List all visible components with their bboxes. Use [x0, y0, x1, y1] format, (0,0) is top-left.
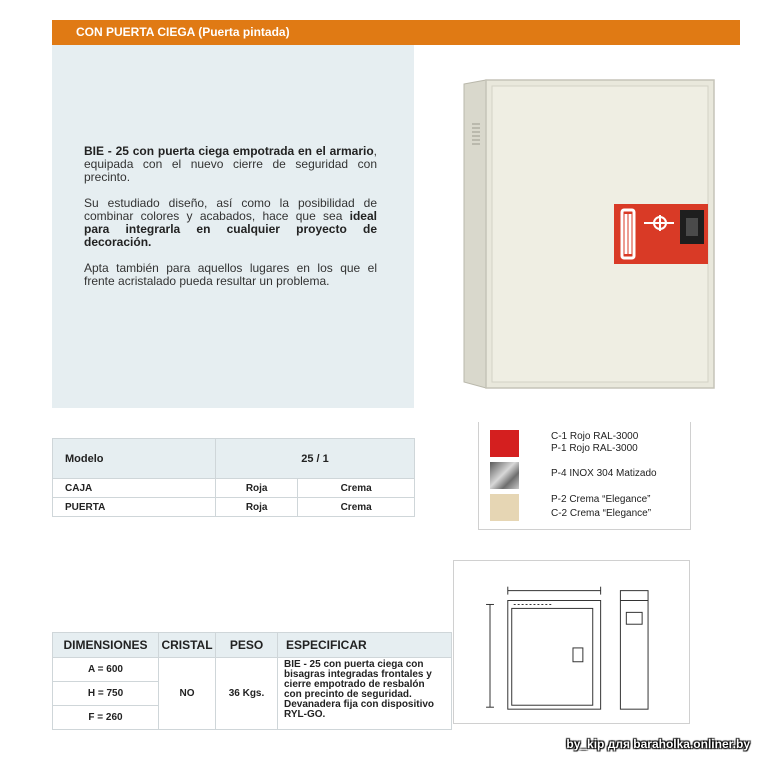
- intro-panel: [52, 45, 414, 408]
- intro-p1-rest: , equipada con el nuevo cierre de seguridad con precinto.: [84, 144, 377, 184]
- section-header-bar: [52, 20, 740, 45]
- dimension-f: F = 260: [53, 706, 159, 730]
- header-cristal: CRISTAL: [159, 633, 216, 658]
- section-title: CON PUERTA CIEGA (Puerta pintada): [76, 25, 290, 39]
- technical-drawing: [453, 560, 690, 724]
- header-dimensiones: DIMENSIONES: [53, 633, 159, 658]
- model-header-label: Modelo: [53, 439, 216, 479]
- intro-p2-start: Su estudiado diseño, así como la posibilidad de combinar colores y acabados, hace que sea: [84, 196, 377, 223]
- spec-text: BIE - 25 con puerta ciega con bisagras integradas frontales y cierre empotrado de resbalón con precinto de seguridad. Devanadera fija con dispositivo RYL-GO.: [278, 658, 452, 730]
- crema-swatch: [490, 494, 519, 521]
- table-row: [53, 658, 452, 682]
- watermark: by_kip для baraholka.onliner.by: [566, 737, 750, 751]
- color-options-box: [478, 422, 691, 530]
- dimension-h: H = 750: [53, 682, 159, 706]
- crema-color-line-1: P-2 Crema “Elegance”: [551, 494, 651, 505]
- dimension-a: A = 600: [53, 658, 159, 682]
- header-peso: PESO: [216, 633, 278, 658]
- table-row: [53, 479, 415, 498]
- red-color-line-2: P-1 Rojo RAL-3000: [551, 443, 638, 454]
- intro-p2-bold: ideal para integrarla en cualquier proyecto de decoración.: [84, 209, 377, 249]
- intro-paragraph-1: [84, 145, 377, 184]
- inox-color-line: P-4 INOX 304 Matizado: [551, 468, 657, 479]
- table-row: [53, 498, 415, 517]
- model-header-value: 25 / 1: [216, 439, 415, 479]
- row-cell: Roja: [216, 479, 298, 498]
- intro-p1-bold: BIE - 25 con puerta ciega empotrada en el armario: [84, 144, 374, 158]
- inox-swatch: [490, 462, 519, 489]
- row-label: CAJA: [53, 479, 216, 498]
- intro-paragraph-3: Apta también para aquellos lugares en los que el frente acristalado pueda resultar un problema.: [84, 261, 377, 288]
- dimensions-table: [52, 632, 452, 730]
- red-swatch: [490, 430, 519, 457]
- row-cell: Crema: [298, 479, 415, 498]
- intro-text: [84, 145, 377, 301]
- crema-color-line-2: C-2 Crema “Elegance”: [551, 508, 652, 519]
- cabinet-product-image: [460, 76, 718, 394]
- row-cell: Roja: [216, 498, 298, 517]
- row-cell: Crema: [298, 498, 415, 517]
- red-color-line-1: C-1 Rojo RAL-3000: [551, 431, 639, 442]
- row-label: PUERTA: [53, 498, 216, 517]
- peso-value: 36 Kgs.: [216, 658, 278, 730]
- model-table: [52, 438, 415, 517]
- header-especificar: ESPECIFICAR: [278, 633, 452, 658]
- cristal-value: NO: [159, 658, 216, 730]
- intro-paragraph-2: [84, 197, 377, 249]
